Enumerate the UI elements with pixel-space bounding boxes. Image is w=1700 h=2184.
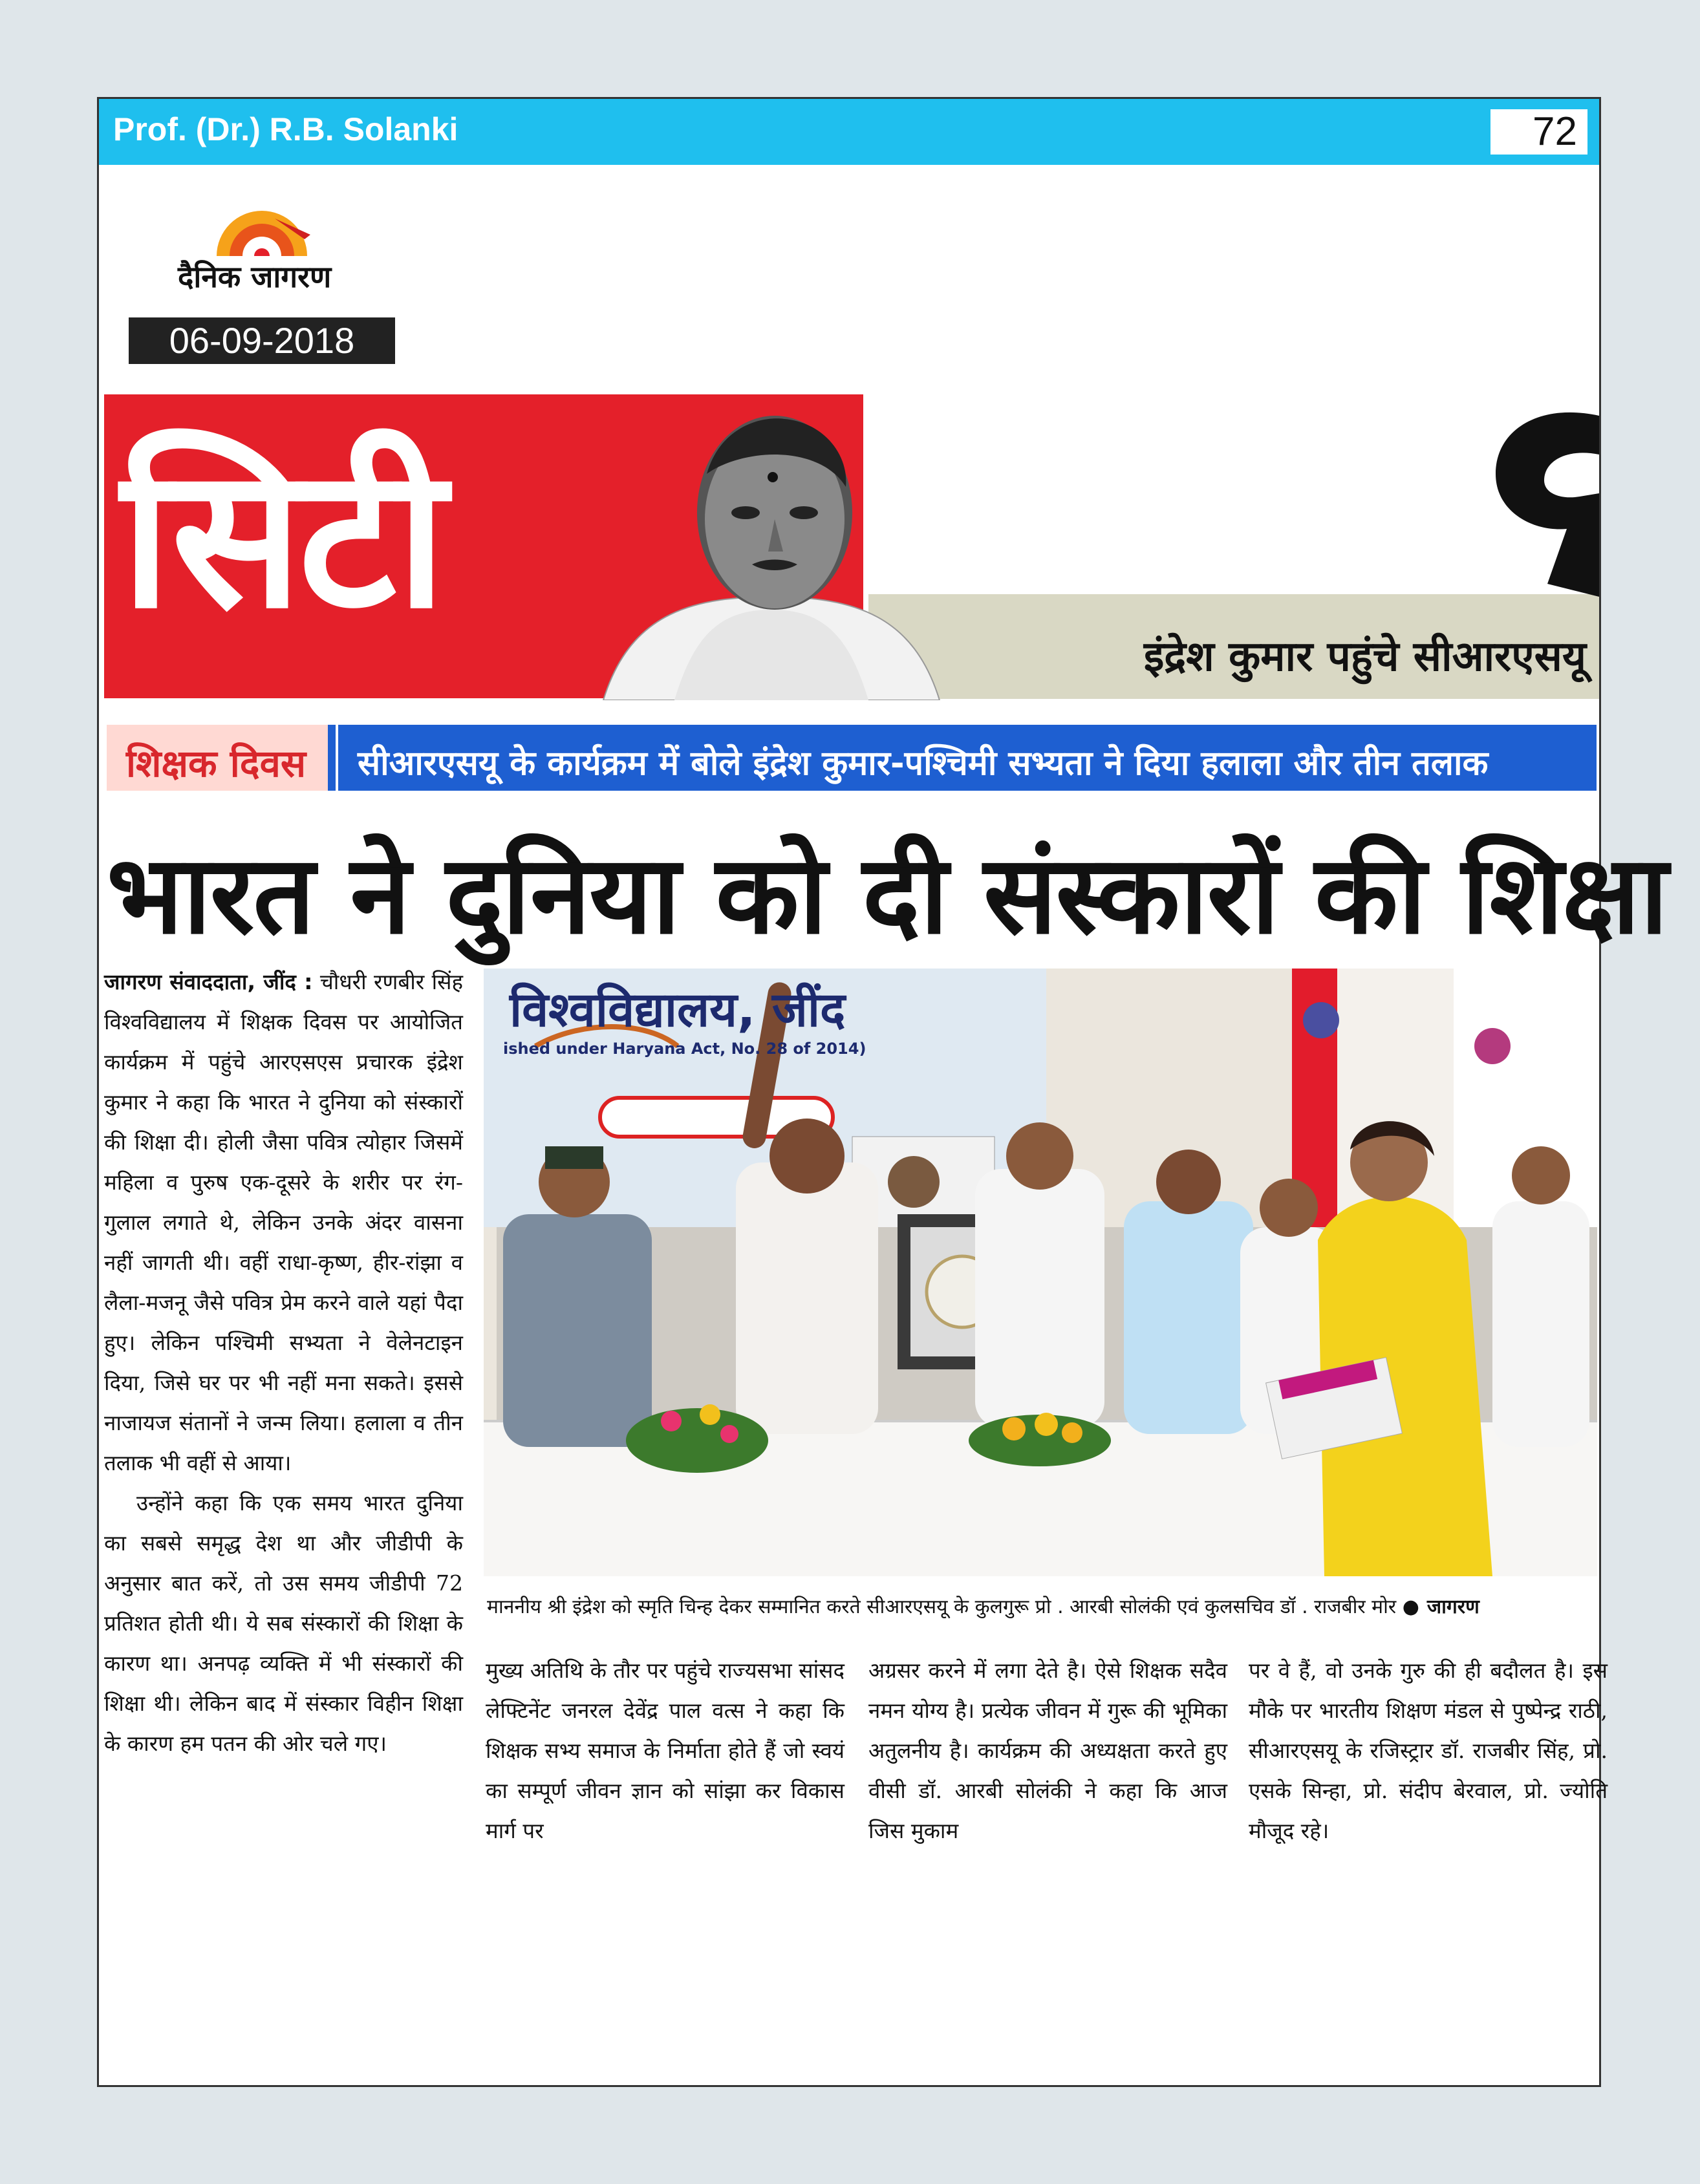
newspaper-logo xyxy=(178,199,346,296)
photo-banner-text: विश्वविद्यालय, जींद xyxy=(510,982,846,1038)
issue-date: 06-09-2018 xyxy=(129,317,395,364)
article-kicker-bar xyxy=(338,725,1597,791)
event-photo xyxy=(484,969,1597,1576)
article-headline: भारत ने दुनिया को दी संस्कारों की शिक्षा xyxy=(107,831,1667,958)
article-column-3: अग्रसर करने में लगा देते है। ऐसे शिक्षक सदैव नमन योग्य है। प्रत्येक जीवन में गुरू की भूमिका अतुलनीय है। कार्यक्रम की अध्यक्षता करते हुए वीसी डॉ. आरबी सोलंकी ने कहा कि आज जिस मुकाम xyxy=(868,1658,1227,1843)
photo-credit: जागरण xyxy=(1426,1596,1479,1618)
person-portrait xyxy=(590,403,952,700)
newspaper-name: दैनिक जागरण xyxy=(178,259,332,294)
photo-banner-subtext: ished under Haryana Act, No. 28 of 2014) xyxy=(503,1040,866,1058)
article-kicker: सीआरएसयू के कार्यक्रम में बोले इंद्रेश कुमार-पश्चिमी सभ्यता ने दिया हलाला और तीन तलाक xyxy=(358,744,1489,783)
section-headline: इंद्रेश कुमार पहुंचे सीआरएसयू xyxy=(1143,633,1586,681)
top-bar xyxy=(99,99,1599,165)
event-photo-illustration xyxy=(484,969,1597,1576)
section-title: सिटी xyxy=(121,425,443,651)
article-column-4: पर वे हैं, वो उनके गुरु की ही बदौलत है। इस मौके पर भारतीय शिक्षण मंडल से पुष्पेन्द्र राठी, सीआरएसयू के रजिस्ट्रार डॉ. राजबीर सिंह, प्रो. एसके सिन्हा, प्रो. संदीप बेरवाल, प्रो. ज्योति मौजूद रहे। xyxy=(1249,1658,1608,1843)
photo-caption-text: माननीय श्री इंद्रेश को स्मृति चिन्ह देकर सम्मानित करते सीआरएसयू के कुलगुरू प्रो . आरबी सोलंकी एवं कुलसचिव डॉ . राजबीर मोर ● xyxy=(487,1596,1419,1618)
column-1-paragraph-2: उन्होंने कहा कि एक समय भारत दुनिया का सबसे समृद्ध देश था और जीडीपी के अनुसार बात करें, तो उस समय जीडीपी 72 प्रतिशत होती थी। ये सब संस्कारों की शिक्षा के कारण था। अनपढ़ व्यक्ति में भी संस्कारों की शिक्षा थी। लेकिन बाद में संस्कार विहीन शिक्षा के कारण हम पतन की ओर चले गए। xyxy=(104,1490,463,1756)
partial-headline-glyph xyxy=(1470,390,1599,603)
photo-caption xyxy=(487,1592,1597,1619)
article-column-1 xyxy=(104,962,463,1764)
section-headline-bar xyxy=(868,594,1599,699)
article-column-2: मुख्य अतिथि के तौर पर पहुंचे राज्यसभा सांसद लेफ्टिनेंट जनरल देवेंद्र पाल वत्स ने कहा कि शिक्षक सभ्य समाज के निर्माता होते हैं जो स्वयं का सम्पूर्ण जीवन ज्ञान को सांझा कर विकास मार्ग पर xyxy=(486,1658,845,1843)
sunrise-logo-icon xyxy=(178,199,346,264)
article-tag-text: शिक्षक दिवस xyxy=(126,742,307,786)
article-tag xyxy=(107,725,336,791)
clipping-page xyxy=(97,97,1667,2087)
author-name: Prof. (Dr.) R.B. Solanki xyxy=(113,111,458,147)
page-number: 72 xyxy=(1490,109,1587,155)
byline: जागरण संवाददाता, जींद : xyxy=(104,969,313,994)
column-1-paragraph-1: चौधरी रणबीर सिंह विश्वविद्यालय में शिक्षक दिवस पर आयोजित कार्यक्रम में पहुंचे आरएसएस प्रचारक इंद्रेश कुमार ने कहा कि भारत ने दुनिया को संस्कारों की शिक्षा दी। होली जैसा पवित्र त्योहार जिसमें महिला व पुरुष एक-दूसरे के शरीर पर रंग-गुलाल लगाते थे, लेकिन उनके अंदर वासना नहीं जागती थी। वहीं राधा-कृष्ण, हीर-रांझा व लैला-मजनू जैसे पवित्र प्रेम करने वाले यहां पैदा हुए। लेकिन पश्चिमी सभ्यता ने वेलेनटाइन दिया, जिसे घर पर भी नहीं मना सकते। इससे नाजायज संतानों ने जन्म लिया। हलाला व तीन तलाक भी वहीं से आया। xyxy=(104,969,463,1475)
